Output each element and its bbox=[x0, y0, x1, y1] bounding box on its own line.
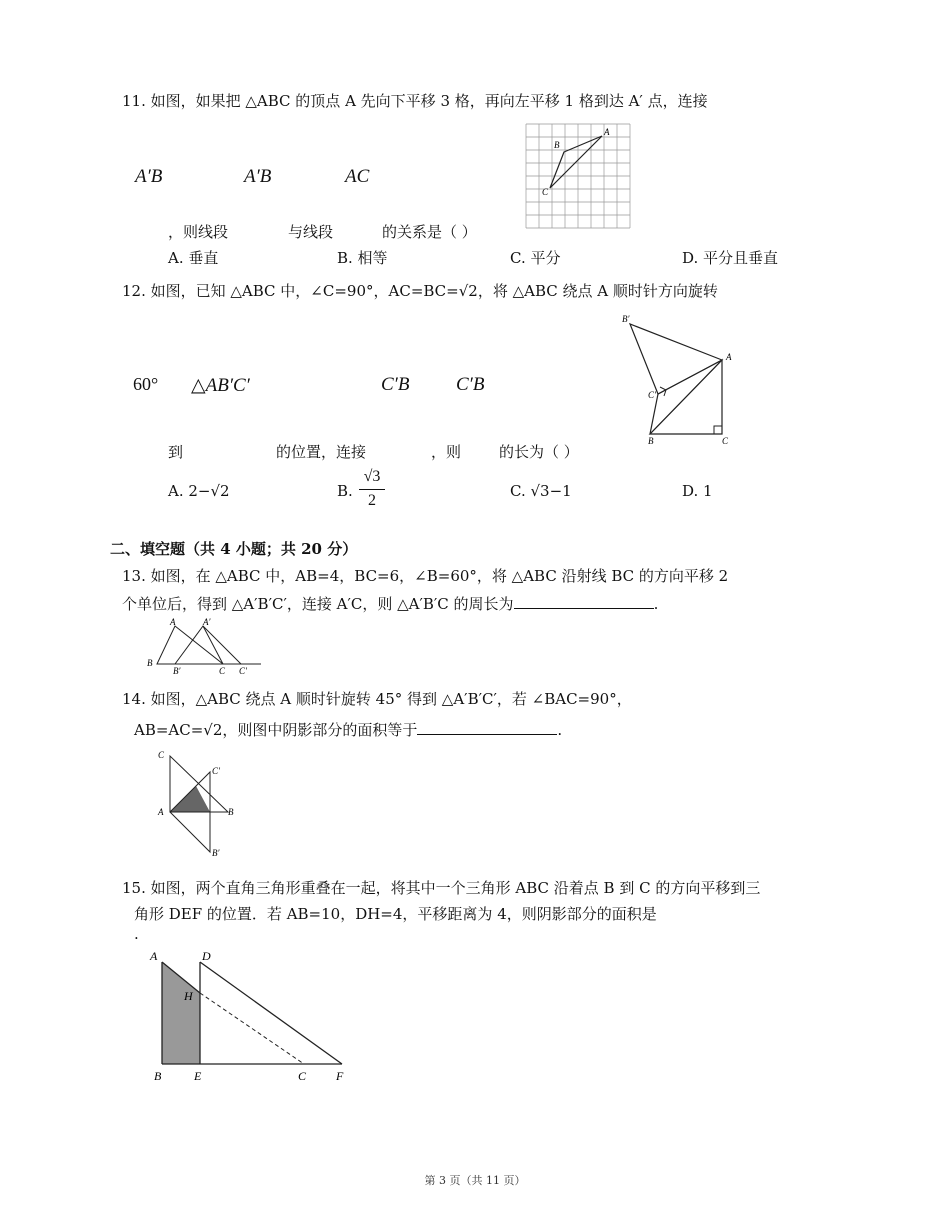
q13-label-b: B bbox=[147, 658, 153, 668]
q11-label-b: B bbox=[554, 140, 560, 150]
q12-math-60: 60° bbox=[133, 374, 159, 394]
q15-text-line3: . bbox=[134, 925, 139, 943]
q13-answer-blank[interactable] bbox=[514, 594, 654, 609]
q11-text-line3a: ，则线段 bbox=[168, 223, 229, 241]
q12-math-cb2: C′B bbox=[456, 374, 485, 395]
q13-label-c-prime: C′ bbox=[239, 666, 247, 676]
section-title: 二、填空题（共 4 小题；共 20 分） bbox=[110, 540, 358, 558]
q12-math-cb1: C′B bbox=[381, 374, 410, 395]
q12-math-tri: △AB′C′ bbox=[191, 375, 250, 396]
q12-option-d: D. 1 bbox=[682, 482, 713, 500]
q15-label-e: E bbox=[194, 1069, 202, 1083]
q11-option-a: A. 垂直 bbox=[168, 249, 219, 267]
q11-option-c: C. 平分 bbox=[510, 249, 561, 267]
q13-translation-figure bbox=[145, 616, 265, 676]
q12-rotation-figure bbox=[618, 312, 738, 452]
q11-math-a1b: A′B bbox=[135, 166, 163, 187]
q14-text-line2-end: . bbox=[557, 721, 563, 739]
q14-label-b: B bbox=[228, 807, 234, 817]
q13-label-a: A bbox=[170, 617, 176, 627]
q11-option-d: D. 平分且垂直 bbox=[682, 249, 779, 267]
q12-option-a: A. 2−√2 bbox=[168, 482, 230, 500]
q14-text-line2 bbox=[134, 719, 562, 740]
q11-math-ac: AC bbox=[345, 166, 370, 187]
q12-label-c-prime: C′ bbox=[648, 390, 656, 400]
q11-label-c: C bbox=[542, 187, 549, 197]
q14-label-c-prime: C′ bbox=[212, 766, 220, 776]
q11-grid-figure bbox=[526, 124, 630, 228]
q13-text-line2-end: . bbox=[653, 595, 659, 613]
q11-text-line3b: 与线段 bbox=[288, 223, 334, 241]
q13-text-line2 bbox=[122, 593, 658, 614]
q13-label-a-prime: A′ bbox=[203, 617, 211, 627]
q12-text-line3c: ，则 bbox=[431, 443, 462, 461]
q12-option-b-denominator: 2 bbox=[368, 492, 376, 509]
q14-label-c: C bbox=[158, 750, 165, 760]
q11-text-line3c: 的关系是（ ） bbox=[382, 223, 477, 241]
q14-rotation-figure bbox=[152, 748, 242, 860]
q12-option-c: C. √3−1 bbox=[510, 482, 572, 500]
q12-text-line3a: 到 bbox=[168, 443, 184, 461]
q11-label-a: A bbox=[604, 127, 610, 137]
q13-text-line1: 13. 如图，在 △ABC 中，AB=4，BC=6，∠B=60°，将 △ABC 沿射线 BC 的方向平移 2 bbox=[122, 567, 729, 585]
q11-math-a2b: A′B bbox=[244, 166, 272, 187]
page-footer: 第 3 页（共 11 页） bbox=[424, 1174, 526, 1187]
q13-label-c: C bbox=[219, 666, 226, 676]
q12-label-b-prime: B′ bbox=[622, 314, 630, 324]
q12-option-b-prefix: B. bbox=[337, 482, 353, 500]
q12-option-b-numerator: √3 bbox=[363, 468, 381, 485]
q14-label-a: A bbox=[158, 807, 164, 817]
q12-label-b: B bbox=[648, 436, 654, 446]
q15-text-line2: 角形 DEF 的位置．若 AB=10，DH=4，平移距离为 4，则阴影部分的面积是 bbox=[134, 905, 657, 923]
q14-label-b-prime: B′ bbox=[212, 848, 220, 858]
q15-label-d: D bbox=[202, 949, 211, 963]
q12-label-c: C bbox=[722, 436, 729, 446]
q12-text-line1: 12. 如图，已知 △ABC 中，∠C=90°，AC=BC=√2，将 △ABC 绕点 A 顺时针方向旋转 bbox=[122, 282, 718, 300]
q15-text-line1: 15. 如图，两个直角三角形重叠在一起，将其中一个三角形 ABC 沿着点 B 到 C 的方向平移到三 bbox=[122, 879, 761, 897]
q12-text-line3d: 的长为（ ） bbox=[499, 443, 579, 461]
q11-text-line1: 11. 如图，如果把 △ABC 的顶点 A 先向下平移 3 格，再向左平移 1 格到达 A′ 点，连接 bbox=[122, 92, 708, 110]
q14-answer-blank[interactable] bbox=[417, 720, 557, 735]
q13-label-b-prime: B′ bbox=[173, 666, 181, 676]
q15-triangles-figure bbox=[144, 944, 354, 1086]
q12-text-line3b: 的位置，连接 bbox=[276, 443, 367, 461]
q15-label-h: H bbox=[184, 989, 193, 1003]
q13-text-line2-body: 个单位后，得到 △A′B′C′，连接 A′C，则 △A′B′C 的周长为 bbox=[122, 595, 514, 613]
q15-label-b: B bbox=[154, 1069, 162, 1083]
q12-label-a: A bbox=[726, 352, 732, 362]
q12-option-b-fraction-bar bbox=[359, 489, 385, 490]
q14-text-line1: 14. 如图，△ABC 绕点 A 顺时针旋转 45° 得到 △A′B′C′，若 ∠BAC=90°， bbox=[122, 690, 632, 708]
q14-text-line2-body: AB=AC=√2，则图中阴影部分的面积等于 bbox=[134, 721, 418, 739]
q15-label-f: F bbox=[336, 1069, 344, 1083]
q15-label-c: C bbox=[298, 1069, 307, 1083]
q15-label-a: A bbox=[150, 949, 158, 963]
q11-option-b: B. 相等 bbox=[337, 249, 388, 267]
